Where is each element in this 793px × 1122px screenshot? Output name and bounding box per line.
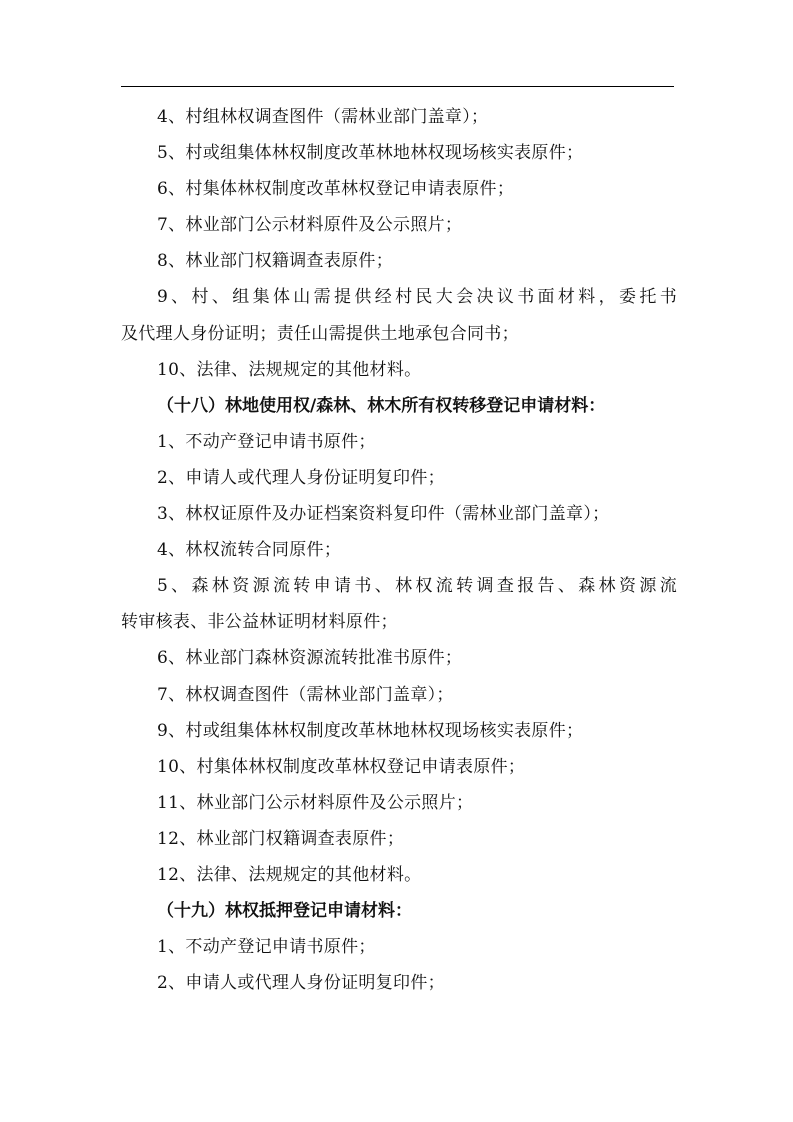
section-heading-18: （十八）林地使用权/森林、林木所有权转移登记申请材料： (157, 395, 606, 416)
list-item: 2、申请人或代理人身份证明复印件； (157, 973, 445, 994)
list-item: 7、林权调查图件（需林业部门盖章）； (157, 684, 454, 705)
document-body (121, 99, 677, 1001)
list-item: 3、林权证原件及办证档案资料复印件（需林业部门盖章）； (157, 504, 610, 525)
list-item: 1、不动产登记申请书原件； (157, 937, 376, 958)
list-item: 5、村或组集体林权制度改革林地林权现场核实表原件； (157, 143, 584, 164)
list-item: 2、申请人或代理人身份证明复印件； (157, 467, 445, 488)
section-heading-19: （十九）林权抵押登记申请材料： (157, 901, 412, 922)
list-item: 12、林业部门权籍调查表原件； (157, 828, 405, 849)
list-item: 10、村集体林权制度改革林权登记申请表原件； (157, 756, 526, 777)
list-item-wrapped-line1: 9、村、组集体山需提供经村民大会决议书面材料，委托书 (157, 287, 677, 308)
list-item: 8、林业部门权籍调查表原件； (157, 251, 394, 272)
list-item: 11、林业部门公示材料原件及公示照片； (157, 792, 474, 813)
list-item: 4、村组林权调查图件（需林业部门盖章）； (157, 107, 489, 127)
list-item: 9、村或组集体林权制度改革林地林权现场核实表原件； (157, 720, 584, 741)
list-item: 12、法律、法规规定的其他材料。 (157, 864, 422, 885)
list-item-wrapped-line2: 转审核表、非公益林证明材料原件； (121, 612, 398, 633)
list-item-wrapped-line1: 5、森林资源流转申请书、林权流转调查报告、森林资源流 (157, 576, 677, 597)
list-item: 1、不动产登记申请书原件； (157, 431, 376, 452)
list-item: 6、村集体林权制度改革林权登记申请表原件； (157, 179, 515, 200)
list-item: 10、法律、法规规定的其他材料。 (157, 359, 422, 380)
list-item-wrapped-line2: 及代理人身份证明；责任山需提供土地承包合同书； (121, 323, 519, 344)
list-item: 4、林权流转合同原件； (157, 540, 342, 561)
header-rule (121, 86, 674, 87)
list-item: 7、林业部门公示材料原件及公示照片； (157, 215, 463, 236)
list-item: 6、林业部门森林资源流转批准书原件； (157, 648, 463, 669)
